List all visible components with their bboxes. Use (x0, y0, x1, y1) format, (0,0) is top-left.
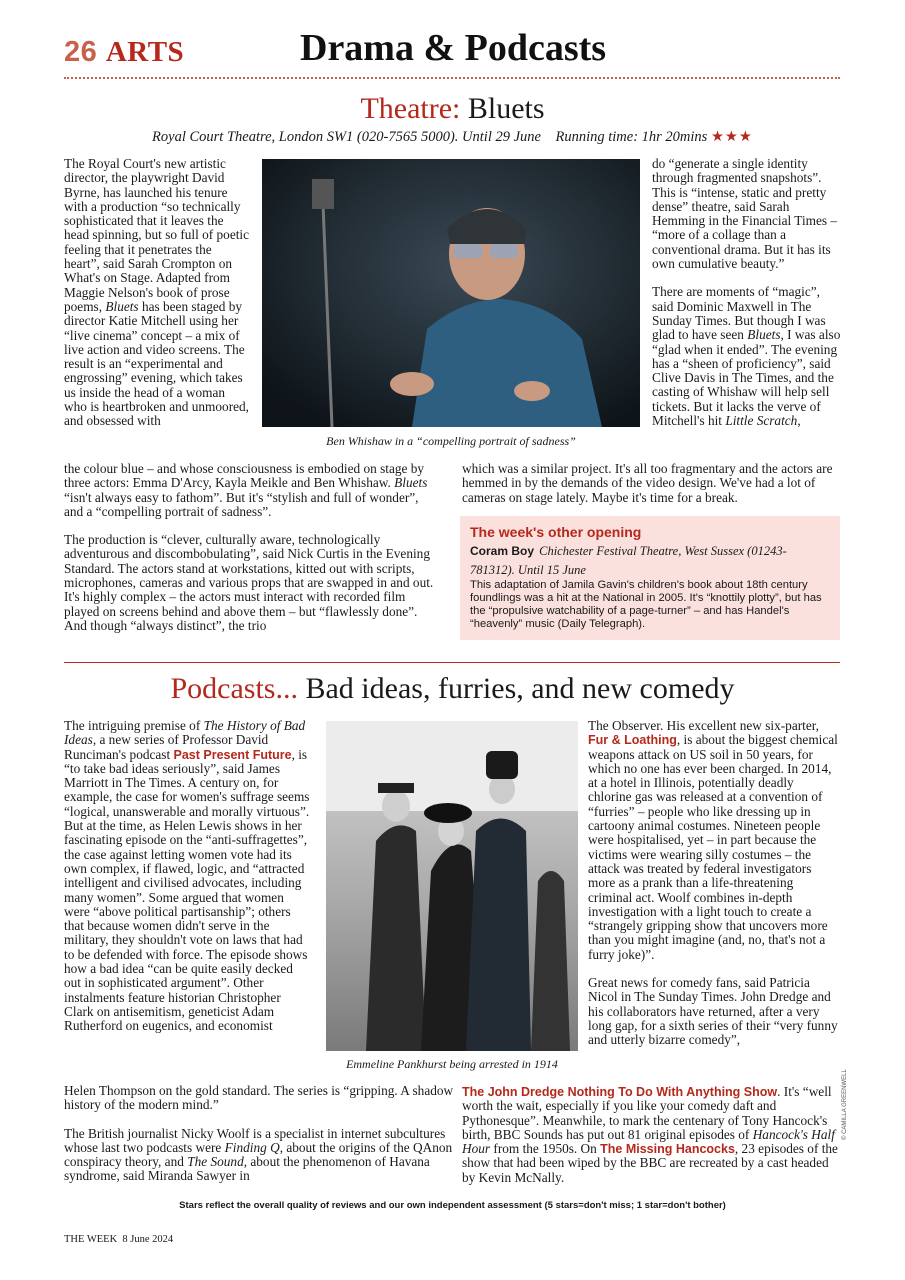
podcast-name: The Missing Hancocks (600, 1142, 735, 1157)
text-run: . It's “well worth the wait, especially if you like your comedy daft and Pythonesque”. Meanwhile, to mark the centenary of Tony Hancock's birth, BBC Sounds has put out 81 original episodes of (462, 1084, 832, 1142)
section-label (64, 36, 184, 69)
podcasts-column-left (64, 719, 312, 1034)
sidebar-venue: Chichester Festival Theatre, West Sussex (01243-781312). Until 15 June (470, 544, 787, 577)
text-run: has been staged by director Katie Mitchell using her “live cinema” concept – a mix of live action and video screens. The result is an “experimental and engrossing” evening, which takes us inside the head of a woman who is heartbroken and unmoored, and obsessed with (64, 298, 250, 429)
text-run: The British journalist Nicky Woolf is a specialist in internet subcultures whose last two podcasts were (64, 1125, 446, 1155)
podcast-name: Past Present Future (173, 747, 292, 762)
podcast-paragraph (462, 1085, 840, 1185)
podcasts-column-bottom-left (64, 1084, 456, 1184)
text-run: , 23 episodes of the show that had been wiped by the BBC are recreated by a cast headed by Kevin McNally. (462, 1141, 838, 1185)
podcast-name: Fur & Loathing (588, 733, 677, 748)
podcast-paragraph (64, 719, 312, 1034)
text-run: the colour blue – and whose consciousness is embodied on stage by three actors: Emma D'Arcy, Kayla Meikle and Ben Whishaw. (64, 461, 425, 491)
other-opening-box (460, 516, 840, 640)
section-name: ARTS (105, 36, 185, 68)
sidebar-title: The week's other opening (470, 524, 642, 540)
theatre-credits (0, 129, 905, 146)
theatre-column-bottom-right (462, 462, 840, 505)
italic-title: Hancock's Half Hour (462, 1126, 835, 1157)
podcasts-label: Podcasts... (170, 672, 298, 705)
photo-credit: © CAMILLA GREENWELL (842, 1069, 848, 1140)
theatre-paragraph (652, 285, 844, 428)
italic-title: Bluets (747, 327, 781, 343)
text-run: The intriguing premise of (64, 718, 204, 733)
italic-title: Little Scratch (725, 413, 798, 429)
sidebar-show-name: Coram Boy (470, 544, 535, 558)
podcasts-column-right (588, 719, 840, 1048)
star-footnote: Stars reflect the overall quality of reviews and our own independent assessment (5 stars=don't miss; 1 star=don't bother) (179, 1200, 726, 1211)
page-footer: THE WEEK 8 June 2024 (64, 1234, 174, 1245)
text-run: “isn't always easy to fathom”. But it's “stylish and full of wonder”, and a “compelling portrait of sadness”. (64, 489, 419, 519)
podcast-paragraph: Helen Thompson on the gold standard. The series is “gripping. A shadow history of the modern mind.” (64, 1083, 454, 1113)
italic-title: Finding Q (224, 1139, 280, 1155)
theatre-title: Bluets (467, 92, 545, 125)
star-rating: ★★★ (710, 129, 753, 145)
text-run: , is about the biggest chemical weapons attack on US soil in 50 years, for which no one has ever been charged. In 2014, at a hotel in Illinois, potentially deadly chlorine gas was released at a convention of “furries” – people who like dressing up in cartoony animal costumes. Nineteen people were hospitalised, yet – in part because the victims were wearing silly costumes – the attack was treated by federal investigators more as a prank than a life-threatening criminal act. Woolf combines in-depth investigation with a light touch to create a “strangely gripping show that uncovers more than you might imagine (and, no, that's not a furry joke)”. (588, 732, 838, 962)
credits-text: Royal Court Theatre, London SW1 (020-7565 5000). Until 29 June Running time: 1hr 20mins (152, 129, 708, 145)
ben-whishaw-photo (262, 159, 640, 427)
text-run: , is “to take bad ideas seriously”, said James Marriott in The Times. A century on, for example, the case for women's suffrage seems “logical, unanswerable and morally virtuous”. But at the time, as Helen Lewis shows in her fascinating episode on the “anti-suffragettes”, the case against letting women vote had its own complex, if flawed, logic, and “attracted intelligent and civilised advocates, including many women”. Some argued that women were “above political partisanship”; others that because women didn't serve in the military, they shouldn't vote on laws that had to be defended with force. The episode shows how a bad idea “can be quite easily decked out in sophisticated argument”. Other instalments feature historian Christopher Clark on antisemitism, geneticist Adam Rutherford on eugenics, and economist (64, 746, 310, 1034)
podcasts-column-bottom-right (462, 1085, 840, 1185)
theatre-paragraph: which was a similar project. It's all too fragmentary and the actors are hemmed in by the demands of the video design. We've had a lot of cameras on stage lately. Maybe it's time for a break. (462, 461, 833, 505)
text-run: , about the phenomenon of Havana syndrome, said Miranda Sawyer in (64, 1154, 430, 1184)
sidebar-text: This adaptation of Jamila Gavin's children's book about 18th century foundlings was a hit at the National in 2005. It's “knottily plotty”, but has the “propulsive watchability of a page-turner” – and has Handel's “heavenly” music (Daily Telegraph). (470, 579, 822, 630)
theatre-column-right (652, 157, 844, 428)
page-title: Drama & Podcasts (300, 27, 607, 69)
italic-title: The Sound (187, 1154, 244, 1170)
text-run: The Observer. His excellent new six-parter, (588, 718, 819, 733)
italic-title: The History of Bad Ideas (64, 718, 306, 748)
text-run: , I was also “glad when it ended”. The evening has a “sheen of proficiency”, said Clive Davis in The Times, and the casting of Whishaw will help sell tickets. But it lacks the verve of Mitchell's hit (652, 327, 841, 429)
podcast-paragraph (588, 719, 840, 962)
theatre-column-bottom-left (64, 462, 440, 633)
pankhurst-photo (326, 721, 578, 1051)
podcast-name: The John Dredge Nothing To Do With Anything Show (462, 1085, 778, 1099)
text-run: The Royal Court's new artistic director, the playwright David Byrne, has launched his tenure with a production “so technically sophisticated that it leaves the head spinning, but so full of poetic feeling that it penetrates the heart”, said Sarah Crompton on What's on Stage. Adapted from Maggie Nelson's book of prose poems, (64, 156, 250, 314)
theatre-paragraph: The production is “clever, culturally aware, technologically adventurous and discombobulating”, said Nick Curtis in the Evening Standard. The actors stand at workstations, kitted out with scripts, microphones, cameras and various props that are swapped in and out. It's highly complex – the actors must interact with recorded film played on screens behind and above them – but “flawlessly done”. And though “always distinct”, the trio (64, 532, 434, 633)
podcast-paragraph: Great news for comedy fans, said Patricia Nicol in The Sunday Times. John Dredge and his collaborators have returned, after a very long gap, for a sixth series of their “very funny and utterly bizarre comedy”, (588, 975, 838, 1048)
text-run: , a new series of Professor David Runciman's podcast (64, 732, 269, 762)
text-run: There are moments of “magic”, said Dominic Maxwell in The Sunday Times. But though I was glad to have seen (652, 284, 826, 343)
photo-caption: Ben Whishaw in a “compelling portrait of sadness” (326, 434, 576, 448)
podcast-paragraph (64, 1127, 456, 1184)
theatre-label: Theatre: (360, 92, 461, 125)
podcasts-headline (0, 672, 905, 706)
section-divider (64, 662, 840, 663)
text-run: , (797, 413, 801, 429)
theatre-paragraph (64, 157, 250, 429)
theatre-column-left (64, 157, 250, 429)
page-number: 26 (64, 36, 98, 68)
header-divider (64, 77, 840, 79)
photo-caption: Emmeline Pankhurst being arrested in 1914 (346, 1057, 558, 1071)
theatre-paragraph: do “generate a single identity through fragmented snapshots”. This is “intense, static and pretty dense” theatre, said Sarah Hemming in the Financial Times – “more of a collage than a conventional drama. But it has its own cumulative beauty.” (652, 156, 838, 272)
theatre-paragraph (64, 462, 440, 519)
italic-title: Bluets (105, 298, 139, 314)
text-run: , about the origins of the QAnon conspiracy theory, and (64, 1139, 453, 1170)
theatre-headline (0, 92, 905, 126)
italic-title: Bluets (394, 475, 428, 491)
podcasts-title: Bad ideas, furries, and new comedy (305, 672, 735, 705)
text-run: from the 1950s. On (490, 1141, 601, 1157)
